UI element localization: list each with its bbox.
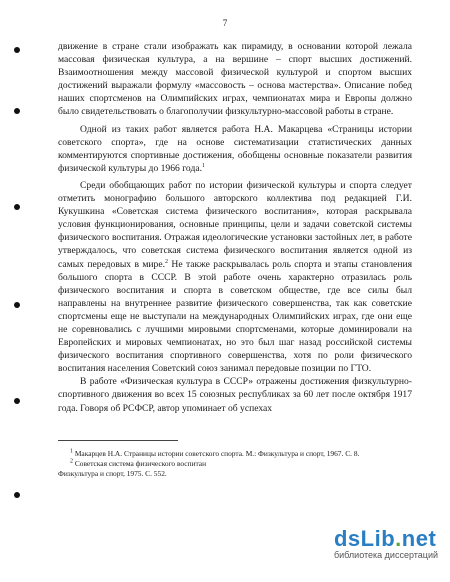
binder-hole-dot	[14, 47, 20, 53]
watermark-logo	[334, 526, 438, 560]
binder-hole-dot	[14, 302, 20, 308]
footnote	[58, 449, 412, 459]
footnote-text: Макарцев Н.А. Страницы истории советского спорта. М.: Физкультура и спорт, 1967. С. 8.	[74, 449, 360, 458]
document-body	[58, 40, 412, 415]
paragraph	[58, 179, 412, 375]
footnote	[58, 459, 412, 469]
binder-hole-dot	[14, 398, 20, 404]
footnote-mark: 2	[165, 258, 169, 265]
footnote-mark: 1	[201, 162, 205, 169]
footnote-text: Советская система физического воспитан	[74, 459, 207, 468]
binder-hole-dot	[14, 204, 20, 210]
watermark-logo-text: dsLib.net	[333, 526, 437, 551]
footnote-mark: 1	[70, 448, 73, 455]
paragraph-text: Не также раскрывалась роль спорта и этапы становления большого спорта в СССР. В этой работе очень характерно отразилась роль физического воспитания и спорта в советском обществе, где все силы был направлены на внутреннее развитие физического совершенства, так как советские спортсмены еще не выступали на международных Олимпийских играх, где они еще не соревновались с лучшими мировыми спортсменами, которые доминировали на Европейских и мировых чемпионатах, но это был шаг назад российской системы физического воспитания спортивного совершенства, хотя по роли физического воспитания населения Советский союз занимал передовые позиции по ГТО.	[58, 258, 412, 375]
footnote-rule	[58, 440, 178, 441]
footnote-continuation: Физкультура и спорт, 1975. С. 552.	[58, 469, 167, 478]
paragraph	[58, 123, 412, 175]
paragraph: движение в стране стали изображать как пирамиду, в основании которой лежала массовая физическая культура, а на вершине – спорт высших достижений. Взаимоотношения между массовой физической культурой и спортом высших достижений выражали формулу «массовость – основа мастерства». Описание побед наших спортсменов на Олимпийских играх, чемпионатах мира и Европы должно было свидетельствовать о благополучии физкультурно-массовой работы в стране.	[58, 41, 412, 118]
footnote-mark: 2	[70, 458, 73, 465]
binder-hole-dot	[14, 492, 20, 498]
paragraph-text: Одной из таких работ является работа Н.А. Макарцева «Страницы истории советского спорта», где на основе систематизации статистических данных комментируются спортивные достижения, обобщены основные показатели развития физической культуры до 1966 года.	[58, 123, 412, 174]
binder-hole-dot	[14, 108, 20, 114]
paragraph-text: Среди обобщающих работ по истории физической культуры и спорта следует отметить монографию большого авторского коллектива под редакцией Г.И. Кукушкина «Советская система физического воспитания», которая раскрывала условия функционирования, основные принципы, цели и задачи советской системы физического воспитания. Отражая идеологические установки застойных лет, в работе утверждалось, что советская система физического воспитания является одной из самых передовых в мире.	[58, 179, 412, 270]
paragraph: В работе «Физическая культура в СССР» отражены достижения физкультурно-спортивного движения во всех 15 союзных республиках за 60 лет после октября 1917 года. Говоря об РСФСР, автор упоминает об успехах	[58, 376, 412, 414]
page-number: 7	[222, 18, 228, 28]
footnotes	[58, 449, 412, 479]
watermark-subtitle: библиотека диссертаций	[333, 550, 438, 560]
